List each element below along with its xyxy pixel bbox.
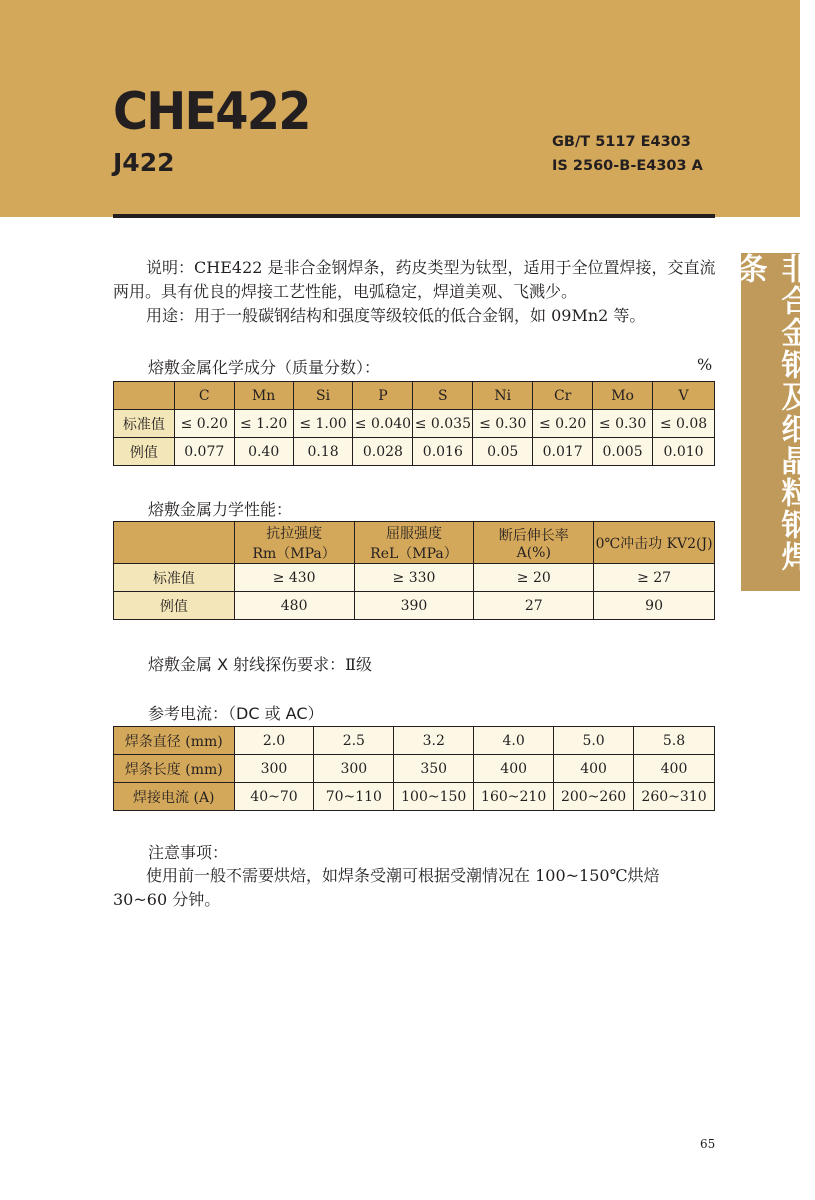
table-cell: 200~260 xyxy=(554,783,634,811)
table-cell: 0.017 xyxy=(533,438,593,466)
column-header: 屈服强度 ReL（MPa） xyxy=(354,522,474,564)
column-header: 断后伸长率 A(%) xyxy=(474,522,594,564)
table-cell: ≥ 330 xyxy=(354,564,474,592)
table-cell: ≤ 0.08 xyxy=(653,410,715,438)
table-cell: 300 xyxy=(234,755,314,783)
table-cell: 390 xyxy=(354,592,474,620)
column-header: P xyxy=(353,382,413,410)
table-cell: 0.028 xyxy=(353,438,413,466)
table-cell: 0.016 xyxy=(413,438,473,466)
description-text: CHE422 是非合金钢焊条，药皮类型为钛型，适用于全位置焊接，交直流两用。具有优良的焊接工艺性能，电弧稳定，焊道美观、飞溅少。 xyxy=(113,258,716,301)
product-title: CHE422 xyxy=(113,82,310,142)
reference-current-table xyxy=(113,726,715,811)
chemical-composition-table xyxy=(113,381,715,466)
notes-text: 使用前一般不需要烘焙，如焊条受潮可根据受潮情况在 100~150℃烘焙 30~60 分钟。 xyxy=(113,866,660,909)
table-cell: 0.010 xyxy=(653,438,715,466)
table-cell: 0.18 xyxy=(293,438,353,466)
table-cell: 350 xyxy=(394,755,474,783)
usage-text: 用于一般碳钢结构和强度等级较低的低合金钢，如 09Mn2 等。 xyxy=(194,306,646,325)
table-cell: ≤ 1.00 xyxy=(293,410,353,438)
row-header: 例值 xyxy=(114,438,175,466)
row-header: 焊接电流 (A) xyxy=(114,783,235,811)
table-cell: ≤ 0.20 xyxy=(533,410,593,438)
table-cell: ≤ 1.20 xyxy=(234,410,293,438)
chemical-section-title: 熔敷金属化学成分（质量分数）： xyxy=(148,358,381,377)
category-side-tab-label: 非合金钢及细晶粒钢焊条 xyxy=(731,253,811,573)
table-cell: 2.0 xyxy=(234,727,314,755)
table-cell: 0.40 xyxy=(234,438,293,466)
xray-grade: Ⅱ级 xyxy=(345,655,373,674)
column-header xyxy=(114,382,175,410)
table-row xyxy=(114,727,715,755)
standard-code-1: GB/T 5117 E4303 xyxy=(552,134,691,150)
table-cell: 100~150 xyxy=(394,783,474,811)
category-side-tab xyxy=(731,253,811,591)
table-cell: 3.2 xyxy=(394,727,474,755)
table-cell: 300 xyxy=(314,755,394,783)
table-cell: 0.05 xyxy=(473,438,533,466)
column-header: Mn xyxy=(234,382,293,410)
product-subtitle: J422 xyxy=(113,148,175,177)
table-cell: 400 xyxy=(634,755,715,783)
table-row xyxy=(114,410,715,438)
current-title: 参考电流： xyxy=(148,704,229,723)
table-row xyxy=(114,755,715,783)
table-cell: ≤ 0.040 xyxy=(353,410,413,438)
table-cell: 2.5 xyxy=(314,727,394,755)
mechanical-properties-table xyxy=(113,521,715,620)
table-row xyxy=(114,438,715,466)
column-header: Ni xyxy=(473,382,533,410)
column-header: 0℃冲击功 KV2(J) xyxy=(594,522,715,564)
row-header: 标准值 xyxy=(114,564,235,592)
table-cell: 40~70 xyxy=(234,783,314,811)
table-cell: ≥ 430 xyxy=(234,564,354,592)
usage-label: 用途： xyxy=(146,306,195,325)
notes-title: 注意事项： xyxy=(148,843,229,862)
table-cell: ≤ 0.30 xyxy=(473,410,533,438)
current-section-title xyxy=(148,701,324,724)
usage-paragraph xyxy=(113,304,718,328)
table-cell: 70~110 xyxy=(314,783,394,811)
column-header: C xyxy=(174,382,234,410)
table-cell: 4.0 xyxy=(474,727,554,755)
column-header: Si xyxy=(293,382,353,410)
table-cell: ≤ 0.20 xyxy=(174,410,234,438)
table-cell: 5.0 xyxy=(554,727,634,755)
column-header: Cr xyxy=(533,382,593,410)
mechanical-section-title: 熔敷金属力学性能： xyxy=(148,500,293,519)
column-header xyxy=(114,522,235,564)
row-header: 焊条直径 (mm) xyxy=(114,727,235,755)
table-cell: 160~210 xyxy=(474,783,554,811)
header-divider xyxy=(113,214,715,218)
current-mode: （DC 或 AC） xyxy=(228,704,324,723)
table-cell: 400 xyxy=(474,755,554,783)
header-band xyxy=(0,0,800,217)
table-cell: 260~310 xyxy=(634,783,715,811)
standard-code-2: IS 2560-B-E4303 A xyxy=(552,158,703,174)
page-number: 65 xyxy=(700,1137,716,1151)
column-header: V xyxy=(653,382,715,410)
table-cell: 0.077 xyxy=(174,438,234,466)
description-label: 说明： xyxy=(146,258,195,277)
xray-requirement xyxy=(148,652,372,675)
table-row xyxy=(114,783,715,811)
table-header-row xyxy=(114,522,715,564)
table-row xyxy=(114,564,715,592)
table-header-row xyxy=(114,382,715,410)
column-header: Mo xyxy=(593,382,653,410)
table-cell: 27 xyxy=(474,592,594,620)
table-cell: ≤ 0.30 xyxy=(593,410,653,438)
table-cell: ≥ 27 xyxy=(594,564,715,592)
table-cell: 0.005 xyxy=(593,438,653,466)
table-cell: 400 xyxy=(554,755,634,783)
column-header: 抗拉强度 Rm（MPa） xyxy=(234,522,354,564)
description-paragraph xyxy=(113,256,718,304)
xray-label: 熔敷金属 X 射线探伤要求： xyxy=(148,655,346,674)
table-cell: ≥ 20 xyxy=(474,564,594,592)
row-header: 例值 xyxy=(114,592,235,620)
column-header: S xyxy=(413,382,473,410)
chemical-unit: % xyxy=(697,355,713,374)
table-cell: ≤ 0.035 xyxy=(413,410,473,438)
row-header: 标准值 xyxy=(114,410,175,438)
table-cell: 480 xyxy=(234,592,354,620)
table-cell: 5.8 xyxy=(634,727,715,755)
table-row xyxy=(114,592,715,620)
table-cell: 90 xyxy=(594,592,715,620)
row-header: 焊条长度 (mm) xyxy=(114,755,235,783)
